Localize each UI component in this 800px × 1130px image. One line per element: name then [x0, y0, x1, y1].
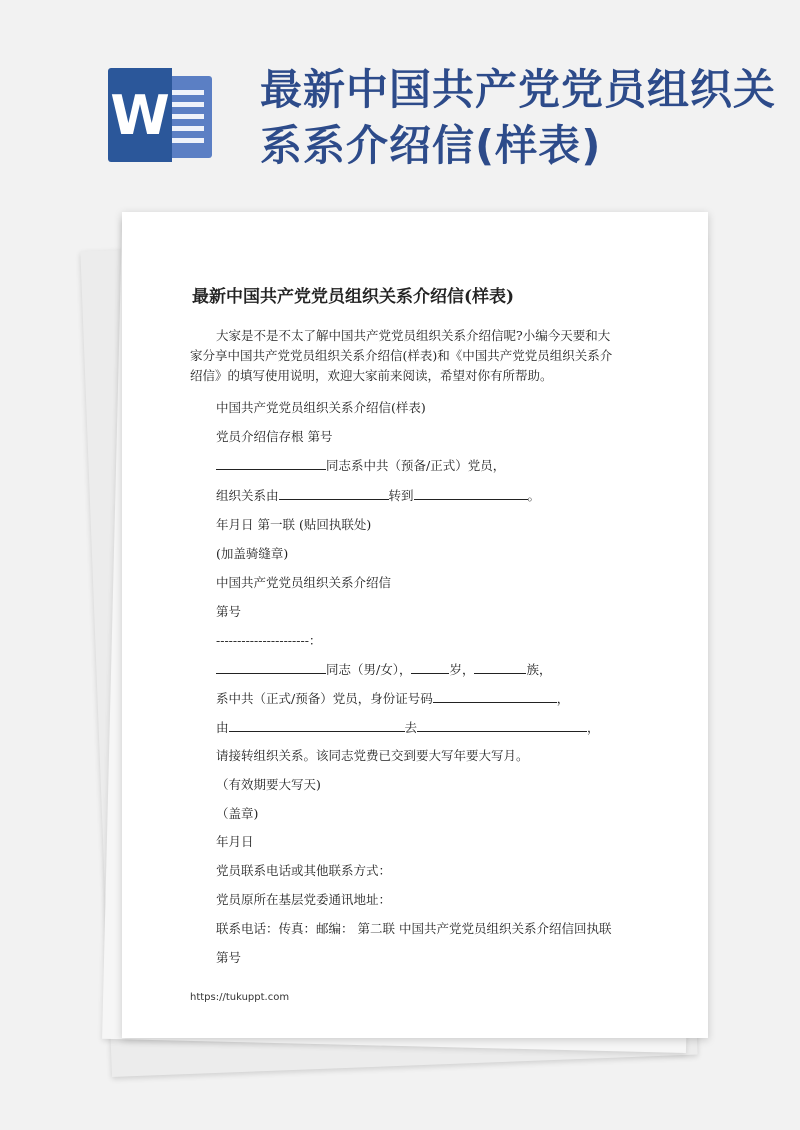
route-line: 由 去 ， [216, 720, 600, 735]
from-blank [279, 487, 389, 500]
destination-blank [417, 719, 587, 732]
member-info-line: 同志（男/女）， 岁， 族， [216, 660, 552, 678]
date-line: 年月日 [216, 834, 254, 849]
transfer-line: 组织关系由 转到 。 [216, 488, 541, 503]
validity-line: （有效期要大写天) [216, 777, 321, 792]
stamp-line: （盖章) [216, 806, 259, 821]
address-line: 党员原所在基层党委通讯地址： [216, 892, 392, 907]
recipient-line: ----------------------： [216, 633, 322, 648]
contact-line: 党员联系电话或其他联系方式： [216, 863, 392, 878]
source-url: https://tukuppt.com [190, 992, 290, 1003]
document-title: 最新中国共产党党员组织关系介绍信(样表) [192, 287, 515, 307]
letter-number: 第号 [216, 604, 242, 619]
second-number-line: 第号 [216, 950, 242, 965]
form-heading: 中国共产党党员组织关系介绍信(样表) [216, 400, 426, 415]
age-blank [411, 661, 449, 674]
letter-heading: 中国共产党党员组织关系介绍信 [216, 575, 392, 590]
header-title: 最新中国共产党党员组织关系系介绍信(样表) [260, 65, 777, 170]
dues-line: 请接转组织关系。该同志党费已交到要大写年要大写月。 [216, 748, 529, 763]
intro-paragraph: 大家是不是不太了解中国共产党党员组织关系介绍信呢?小编今天要和大家分享中国共产党党员组织关系介绍信(样表)和《中国共产党党员组织关系介绍信》的填写使用说明，欢迎大家前来阅读，希望对你有所帮助。 [190, 328, 613, 383]
id-number-blank [433, 690, 557, 703]
stub-number-line: 党员介绍信存根 第号 [216, 429, 333, 444]
phone-fax-line: 联系电话：传真：邮编： 第二联 中国共产党党员组织关系介绍信回执联 [216, 921, 612, 936]
header-banner [0, 0, 800, 210]
member-status-line: 同志系中共（预备/正式）党员， [216, 456, 505, 474]
to-blank [414, 487, 528, 500]
seal-note: (加盖骑缝章) [216, 546, 289, 561]
name-blank [216, 457, 326, 470]
ethnicity-blank [474, 661, 526, 674]
first-copy-line: 年月日 第一联 (贴回执联处) [216, 517, 372, 532]
word-icon-letter: W [108, 68, 172, 162]
member-name-blank [216, 661, 326, 674]
id-number-line: 系中共（正式/预备）党员，身份证号码 ， [216, 691, 570, 706]
origin-blank [229, 719, 405, 732]
word-document-icon [108, 68, 212, 162]
